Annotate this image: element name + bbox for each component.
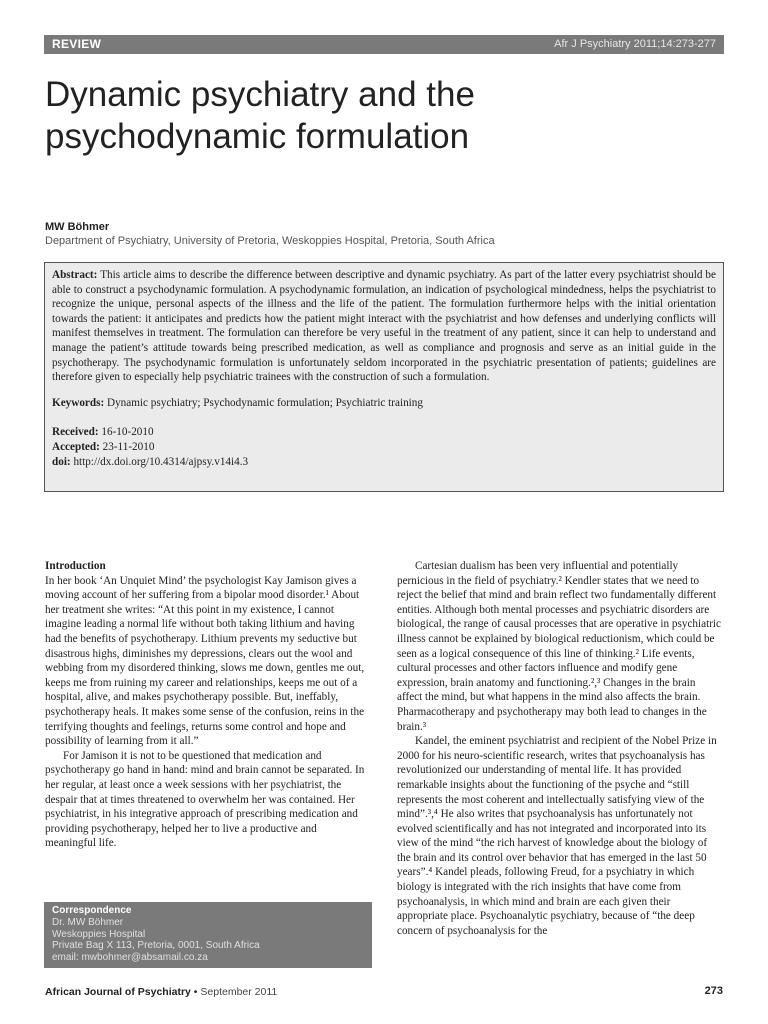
keywords-label: Keywords: bbox=[52, 396, 105, 409]
body-column-1 bbox=[45, 559, 368, 851]
abstract-text: This article aims to describe the difference between descriptive and dynamic psychiatry. As part of the latter every psychiatrist should be able to construct a psychodynamic formulation. A psychodynamic formulation, an indication of psychological mindedness, helps the psychiatrist to recognize the unique, personal aspects of the illness and the life of the patient. The formulation furthermore helps with the initial orientation towards the patient: it anticipates and predicts how the patient might interact with the psychiatrist and how defenses and underlying conflicts will manifest themselves in treatment. The formulation can therefore be very useful in the treatment of any patient, since it can help to understand and manage the patient’s attitude towards being prescribed medication, as well as compliance and prognosis and serve as an initial guide in the psychotherapy. The psychodynamic formulation is unfortunately seldom incorporated in the psychiatric presentation of patients; guidelines are therefore given to especially help psychiatric trainees with the construction of such a formulation. bbox=[52, 269, 716, 384]
section-label: REVIEW bbox=[52, 37, 102, 51]
correspondence-email[interactable]: email: mwbohmer@absamail.co.za bbox=[52, 952, 208, 964]
keywords-text: Dynamic psychiatry; Psychodynamic formulation; Psychiatric training bbox=[107, 396, 423, 409]
title-line-2: psychodynamic formulation bbox=[45, 117, 470, 156]
body-paragraph: In her book ‘An Unquiet Mind’ the psychologist Kay Jamison gives a moving account of her suffering from a bipolar mood disorder.¹ About her treatment she writes: “At this point in my existence, I cannot imagine leading a normal life without both taking lithium and having had the benefits of psychotherapy. Lithium prevents my seductive but disastrous highs, diminishes my depressions, clears out the wool and webbing from my disordered thinking, slows me down, gentles me out, keeps me from ruining my career and relationships, keeps me out of a hospital, alive, and makes psychotherapy possible. But, ineffably, psychotherapy heals. It makes some sense of the confusion, reins in the terrifying thoughts and feelings, returns some control and hope and possibility of learning from it all.” bbox=[45, 574, 365, 748]
abstract-label: Abstract: bbox=[52, 269, 98, 281]
doi-link[interactable]: http://dx.doi.org/10.4314/ajpsy.v14i4.3 bbox=[73, 455, 249, 468]
footer-journal bbox=[45, 986, 277, 998]
correspondence-hospital: Weskoppies Hospital bbox=[52, 928, 146, 940]
body-paragraph: Cartesian dualism has been very influential and potentially pernicious in the field of psychiatry.² Kendler states that we need to reject the belief that mind and brain reflect two fundamentally different entities. Although both mental processes and psychiatric disorders are biological, the range of causal processes that are operative in psychiatric illness cannot be explained by biological reductionism, which could be seen as a logical consequence of this line of thinking.² Life events, cultural processes and other factors influence and modify gene expression, brain anatomy and functioning.²,³ Changes in the brain affect the mind, but what happens in the mind also affects the brain. Pharmacotherapy and psychotherapy may both lead to changes in the brain.³ bbox=[397, 560, 721, 733]
doi bbox=[52, 455, 716, 470]
correspondence-address: Private Bag X 113, Pretoria, 0001, South Africa bbox=[52, 940, 260, 952]
abstract-box bbox=[44, 262, 724, 492]
journal-name: African Journal of Psychiatry bbox=[45, 986, 191, 998]
correspondence-name: Dr. MW Böhmer bbox=[52, 916, 124, 928]
doi-label: doi: bbox=[52, 455, 71, 468]
author-affiliation: Department of Psychiatry, University of Pretoria, Weskoppies Hospital, Pretoria, South Africa bbox=[45, 235, 495, 247]
accepted-label: Accepted: bbox=[52, 440, 100, 453]
correspondence-box bbox=[44, 902, 372, 968]
body-paragraph: For Jamison it is not to be questioned that medication and psychotherapy go hand in hand: mind and brain cannot be separated. In her regular, at least once a week sessions with her psychiatrist, the despair that at times threatened to overwhelm her was contained. Her psychiatrist, in his integrative approach of prescribing medication and providing psychotherapy, helped her to live a productive and meaningful life. bbox=[45, 749, 365, 850]
received-label: Received: bbox=[52, 426, 99, 439]
body-paragraph: Kandel, the eminent psychiatrist and recipient of the Nobel Prize in 2000 for his neuro-scientific research, writes that psychoanalysis has revolutionized our understanding of mental life. It has provided remarkable insights about the functioning of the psyche and “still represents the most coherent and intellectually satisfying view of the mind”.³,⁴ He also writes that psychoanalysis has unfortunately not evolved scientifically and has not integrated and incorporated into its view of the mind “the rich harvest of knowledge about the biology of the brain and its control over behavior that has emerged in the last 50 years”.⁴ Kandel pleads, following Freud, for a psychiatry in which biology is integrated with the rich insights that have come from psychoanalysis, in which mind and brain are each given their appropriate place. Psychoanalytic psychiatry, because of “the deep concern of psychoanalysis for the bbox=[397, 735, 717, 937]
body-column-2 bbox=[397, 559, 723, 938]
correspondence-heading: Correspondence bbox=[52, 905, 132, 916]
header-bar bbox=[44, 35, 724, 54]
issue-date: September 2011 bbox=[200, 986, 278, 998]
footer-separator: • bbox=[190, 986, 201, 998]
received-date: 16-10-2010 bbox=[101, 426, 154, 439]
article-title bbox=[45, 74, 725, 158]
accepted bbox=[52, 440, 716, 455]
title-line-1: Dynamic psychiatry and the bbox=[45, 75, 475, 114]
section-heading-introduction: Introduction bbox=[45, 560, 106, 572]
received bbox=[52, 425, 716, 440]
keywords bbox=[52, 396, 716, 411]
page-number: 273 bbox=[704, 985, 723, 997]
accepted-date: 23-11-2010 bbox=[102, 440, 155, 453]
author-name: MW Böhmer bbox=[45, 221, 110, 233]
citation: Afr J Psychiatry 2011;14:273-277 bbox=[554, 38, 716, 50]
abstract-paragraph bbox=[52, 268, 716, 385]
